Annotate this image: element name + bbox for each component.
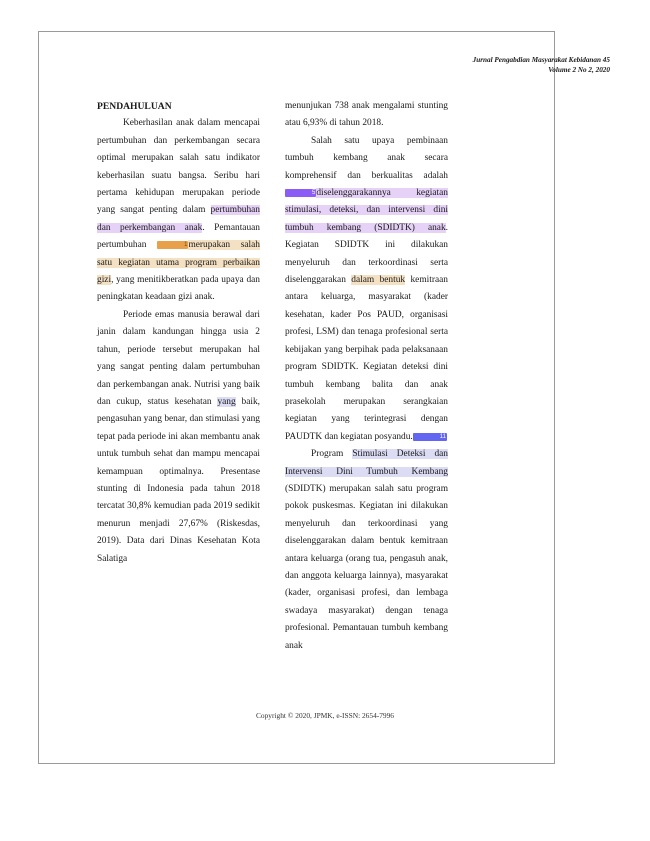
journal-header <box>473 55 610 75</box>
left-paragraph-2 <box>97 307 260 568</box>
text-span: Salah satu upaya pembinaan tumbuh kembang anak secara komprehensif dan berkualitas adalah <box>285 135 448 181</box>
annotation-marker-blue[interactable]: 11 <box>413 433 447 441</box>
journal-volume: Volume 2 No 2, 2020 <box>548 66 610 74</box>
text-span: baik, pengasuhan yang benar, dan stimulasi yang tepat pada periode ini akan membantu anak untuk tumbuh sehat dan mampu mencapai kemampuan optimalnya. Presentase stunting di Indonesia pada tahun 2018 tercatat 30,8% kemudian pada 2019 sedikit menurun menjadi 27,67% (Riskesdas, 2019). Data dari Dinas Kesehatan Kota Salatiga <box>97 396 260 564</box>
text-span: kemitraan antara keluarga, masyarakat (kader kesehatan, kader Pos PAUD, organisasi profesi, LSM) dan tenaga profesional serta kebijakan yang berpihak pada pelaksanaan program SDIDTK. Kegiatan deteksi dini tumbuh kembang balita dan anak prasekolah merupakan serangkaian kegiatan yang terintegrasi dengan PAUDTK dan kegiatan posyandu. <box>285 275 448 442</box>
right-paragraph-3 <box>285 446 448 655</box>
highlight-purple[interactable]: pertumbuhan dan perkembangan anak <box>97 205 260 233</box>
highlight-orange[interactable]: dalam bentuk <box>351 275 406 286</box>
section-title: PENDAHULUAN <box>97 101 172 112</box>
copyright-footer: Copyright © 2020, JPMK, e-ISSN: 2654-7996 <box>255 711 395 720</box>
annotation-marker-orange[interactable]: 1 <box>157 241 188 249</box>
highlight-blue[interactable]: yang <box>217 396 236 407</box>
text-span: . Pemantauan pertumbuhan <box>97 222 260 251</box>
text-span: (SDIDTK) merupakan salah satu program pokok puskesmas. Kegiatan ini dilakukan menyeluruh dan terkoordinasi yang diselenggarakan dalam bentuk kemitraan antara keluarga (orang tua, pengasuh anak, dan anggota keluarga lainnya), masyarakat (kader, organisasi profesi, dan lembaga swadaya masyarakat) dengan tenaga profesional. Pemantauan tumbuh kembang anak <box>285 483 448 651</box>
text-span: Keberhasilan anak dalam mencapai pertumbuhan dan perkembangan secara optimal merupakan salah satu indikator keberhasilan suatu bangsa. Seribu hari pertama kehidupan merupakan periode yang sangat penting dalam <box>97 118 260 216</box>
left-column <box>97 98 260 568</box>
highlight-purple[interactable]: diselenggarakannya kegiatan stimulasi, deteksi, dan intervensi dini tumbuh kembang (SDIDTK) anak <box>285 188 448 233</box>
text-span: Periode emas manusia berawal dari janin dalam kandungan hingga usia 2 tahun, periode tersebut merupakan hal yang sangat penting dalam pertumbuhan dan perkembangan anak. Nutrisi yang baik dan cukup, status kesehatan <box>97 309 260 407</box>
left-paragraph-1 <box>97 115 260 306</box>
journal-title: Jurnal Pengabdian Masyarakat Kebidanan 45 <box>472 56 610 64</box>
right-paragraph-2 <box>285 133 448 446</box>
annotation-marker-purple[interactable]: 5 <box>285 189 316 197</box>
highlight-orange[interactable]: merupakan salah satu kegiatan utama program perbaikan gizi <box>97 240 260 286</box>
text-span: , yang menitikberatkan pada upaya dan peningkatan keadaan gizi anak. <box>97 275 260 303</box>
right-paragraph-1: menunjukan 738 anak mengalami stunting atau 6,93% di tahun 2018. <box>285 101 448 129</box>
highlight-blue[interactable]: Stimulasi Deteksi dan Intervensi Dini Tumbuh Kembang <box>285 449 448 477</box>
right-column <box>285 98 448 655</box>
text-span: Program <box>311 449 353 460</box>
text-span: . Kegiatan SDIDTK ini dilakukan menyeluruh dan terkoordinasi serta diselenggarakan <box>285 222 448 286</box>
